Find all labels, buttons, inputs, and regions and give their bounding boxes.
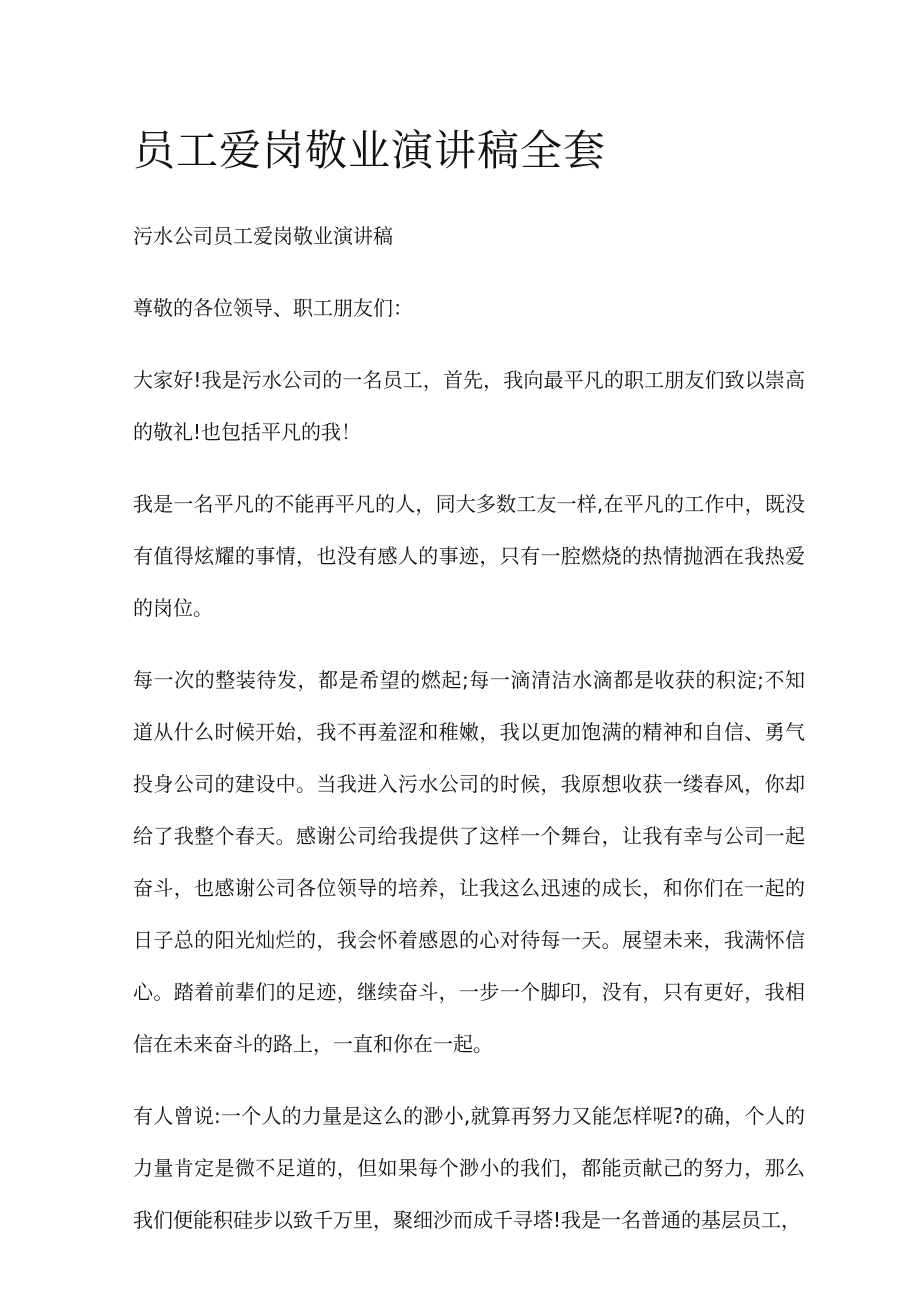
paragraph-2: 我是一名平凡的不能再平凡的人，同大多数工友一样,在平凡的工作中，既没有值得炫耀的事情，也没有感人的事迹，只有一腔燃烧的热情抛洒在我热爱的岗位。 xyxy=(133,492,805,620)
paragraph-3: 每一次的整装待发，都是希望的燃起;每一滴清洁水滴都是收获的积淀;不知道从什么时候开始，我不再羞涩和稚嫩，我以更加饱满的精神和自信、勇气投身公司的建设中。当我进入污水公司的时候，我原想收获一缕春风，你却给了我整个春天。感谢公司给我提供了这样一个舞台，让我有幸与公司一起奋斗，也感谢公司各位领导的培养，让我这么迅速的成长，和你们在一起的日子总的阳光灿烂的，我会怀着感恩的心对待每一天。展望未来，我满怀信心。踏着前辈们的足迹，继续奋斗，一步一个脚印，没有，只有更好，我相信在未来奋斗的路上，一直和你在一起。 xyxy=(133,668,805,1056)
document-body xyxy=(133,210,805,1266)
salutation: 尊敬的各位领导、职工朋友们： xyxy=(133,296,413,320)
document-title: 员工爱岗敬业演讲稿全套 xyxy=(133,126,607,175)
paragraph-1: 大家好!我是污水公司的一名员工，首先，我向最平凡的职工朋友们致以崇高的敬礼!也包括平凡的我！ xyxy=(133,368,805,444)
paragraph-4: 有人曾说:一个人的力量是这么的渺小,就算再努力又能怎样呢?的确，个人的力量肯定是微不足道的，但如果每个渺小的我们，都能贡献己的努力，那么我们便能积硅步以致千万里，聚细沙而成千寻塔!我是一名普通的基层员工， xyxy=(133,1104,805,1232)
document-subtitle: 污水公司员工爱岗敬业演讲稿 xyxy=(133,224,393,248)
